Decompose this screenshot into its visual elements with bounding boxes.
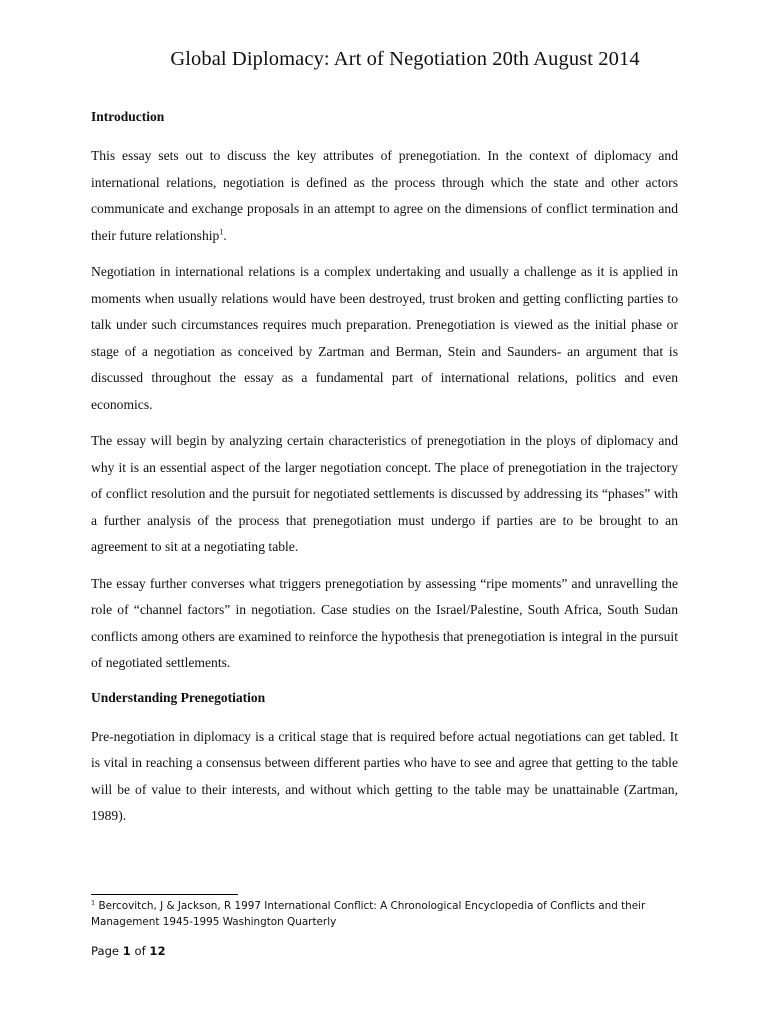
current-page: 1 bbox=[122, 944, 131, 958]
heading-introduction: Introduction bbox=[91, 109, 165, 124]
footnote bbox=[91, 899, 651, 930]
footnote-reference[interactable]: 1 bbox=[219, 226, 224, 236]
intro-paragraph-3: The essay will begin by analyzing certain characteristics of prenegotiation in the ploys of diplomacy and why it is an essential aspect of the larger negotiation concept. The place of prenegotiation in the trajectory of conflict resolution and the pursuit for negotiated settlements is discussed by addressing its “phases” with a further analysis of the process that prenegotiation must undergo if parties are to be brought to an agreement to sit at a negotiating table. bbox=[91, 433, 678, 554]
intro-paragraph-1 bbox=[91, 143, 678, 249]
intro-paragraph-1-end: . bbox=[223, 227, 227, 243]
understanding-paragraph-1: Pre-negotiation in diplomacy is a critical stage that is required before actual negotiations can get tabled. It is vital in reaching a consensus between different parties who have to see and agree that getting to the table will be of value to their interests, and without which getting to the table may be unattainable (Zartman, 1989). bbox=[91, 728, 678, 823]
footnote-text: Bercovitch, J & Jackson, R 1997 International Conflict: A Chronological Encyclopedia of Conflicts and their Management 1945-1995 Washington Quarterly bbox=[91, 900, 646, 928]
footnote-separator bbox=[91, 894, 238, 895]
intro-paragraph-2: Negotiation in international relations is a complex undertaking and usually a challenge as it is applied in moments when usually relations would have been destroyed, trust broken and getting conflicting parties to talk under such circumstances requires much preparation. Prenegotiation is viewed as the initial phase or stage of a negotiation as conceived by Zartman and Berman, Stein and Saunders- an argument that is discussed throughout the essay as a fundamental part of international relations, politics and even economics. bbox=[91, 264, 678, 412]
page-number bbox=[91, 944, 166, 958]
page-word: Page bbox=[91, 944, 123, 958]
heading-understanding-prenegotiation: Understanding Prenegotiation bbox=[91, 689, 266, 705]
intro-paragraph-1-text: This essay sets out to discuss the key attributes of prenegotiation. In the context of diplomacy and international relations, negotiation is defined as the process through which the state and other actors communicate and exchange proposals in an attempt to agree on the dimensions of conflict termination and their future relationship bbox=[91, 148, 678, 243]
document-body bbox=[91, 106, 678, 830]
total-pages: 12 bbox=[149, 944, 166, 958]
footnote-marker: 1 bbox=[91, 898, 96, 907]
document-title: Global Diplomacy: Art of Negotiation 20th August 2014 bbox=[170, 48, 640, 70]
page-of-word: of bbox=[130, 944, 150, 958]
intro-paragraph-4: The essay further converses what triggers prenegotiation by assessing “ripe moments” and unravelling the role of “channel factors” in negotiation. Case studies on the Israel/Palestine, South Africa, South Sudan conflicts among others are examined to reinforce the hypothesis that prenegotiation is integral in the pursuit of negotiated settlements. bbox=[91, 575, 678, 670]
